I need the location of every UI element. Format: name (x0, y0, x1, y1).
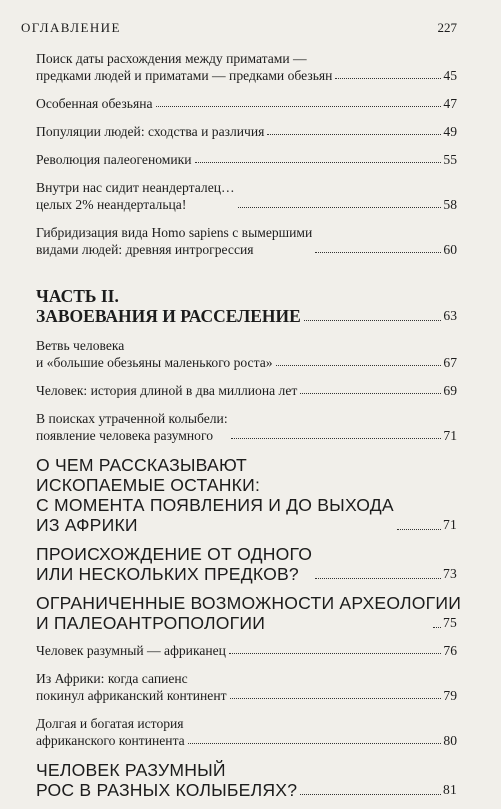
toc-entry-title-line: покинул африканский континент (36, 688, 227, 703)
dot-leader (156, 106, 442, 107)
toc-entry-title (36, 123, 264, 140)
toc-entry[interactable] (36, 151, 457, 168)
page-header (21, 20, 457, 40)
toc-entry-title-line: Человек разумный — африканец (36, 643, 226, 658)
toc-entry-title-line: РОС В РАЗНЫХ КОЛЫБЕЛЯХ? (36, 780, 298, 800)
toc-entry-title-line: и «большие обезьяны маленького роста» (36, 355, 273, 370)
toc-entry-title (36, 760, 297, 800)
toc-entry-title-line: африканского континента (36, 733, 185, 748)
toc-part-title-line: ЧАСТЬ II. (36, 286, 119, 306)
dot-leader (315, 252, 441, 253)
toc-entry[interactable] (36, 670, 457, 704)
toc-entry-title (36, 715, 185, 749)
toc-page-number: 71 (443, 428, 457, 443)
toc-entry-title-line: ЧЕЛОВЕК РАЗУМНЫЙ (36, 760, 226, 780)
toc-entry-title (36, 455, 394, 535)
toc-entry-title-line: Поиск даты расхождения между приматами — (36, 51, 307, 66)
toc-page-number: 47 (443, 96, 457, 111)
toc-entry-title-line: появление человека разумного (36, 428, 213, 443)
toc-entry-title (36, 179, 235, 213)
toc-entry-title-line: В поисках утраченной колыбели: (36, 411, 228, 426)
toc-entry-title-line: Гибридизация вида Homo sapiens с вымершими (36, 225, 313, 240)
toc-page-number: 60 (443, 242, 457, 257)
toc-entry-title (36, 224, 312, 258)
toc-entry[interactable] (36, 179, 457, 213)
dot-leader (335, 78, 441, 79)
toc-entry[interactable] (36, 455, 457, 535)
toc-entry[interactable] (36, 382, 457, 399)
dot-leader (315, 578, 441, 579)
page-number: 227 (437, 20, 457, 35)
dot-leader (300, 393, 441, 394)
dot-leader (397, 529, 441, 530)
toc-page-number: 79 (443, 688, 457, 703)
toc-entry-title (36, 670, 227, 704)
dot-leader (231, 438, 442, 439)
dot-leader (230, 698, 442, 699)
toc-entry-title-line: ОГРАНИЧЕННЫЕ ВОЗМОЖНОСТИ АРХЕОЛОГИИ (36, 593, 462, 613)
toc-entry[interactable] (36, 715, 457, 749)
toc-page-number: 67 (443, 355, 457, 370)
toc-entry[interactable] (36, 123, 457, 140)
toc-entry-title-line: Популяции людей: сходства и различия (36, 124, 265, 139)
table-of-contents (36, 50, 462, 809)
toc-entry-title-line: Из Африки: когда сапиенс (36, 671, 188, 686)
toc-entry-title (36, 50, 332, 84)
toc-entry[interactable] (36, 760, 457, 800)
toc-entry[interactable] (36, 642, 457, 659)
toc-entry-title-line: ИЗ АФРИКИ (36, 515, 138, 535)
toc-entry[interactable] (36, 95, 457, 112)
toc-entry[interactable] (36, 410, 457, 444)
toc-page-number: 73 (443, 566, 457, 581)
dot-leader (188, 743, 442, 744)
toc-entry-title-line: О ЧЕМ РАССКАЗЫВАЮТ (36, 455, 247, 475)
toc-entry-title-line: ПРОИСХОЖДЕНИЕ ОТ ОДНОГО (36, 544, 313, 564)
dot-leader (229, 653, 441, 654)
dot-leader (304, 320, 442, 321)
toc-page-number: 45 (443, 68, 457, 83)
toc-entry[interactable] (36, 50, 457, 84)
toc-entry-title (36, 95, 153, 112)
toc-page-number: 76 (443, 643, 457, 658)
toc-page-number: 81 (443, 782, 457, 797)
toc-entry-title-line: видами людей: древняя интрогрессия (36, 242, 254, 257)
running-head: ОГЛАВЛЕНИЕ (21, 20, 121, 35)
toc-entry-title-line: Ветвь человека (36, 338, 125, 353)
dot-leader (195, 162, 442, 163)
toc-entry-title-line: Долгая и богатая история (36, 716, 184, 731)
toc-entry-title-line: ИСКОПАЕМЫЕ ОСТАНКИ: (36, 475, 261, 495)
toc-entry-title (36, 382, 297, 399)
toc-entry-title-line: Внутри нас сидит неандерталец… (36, 180, 235, 195)
dot-leader (267, 134, 441, 135)
toc-entry-title (36, 544, 312, 584)
toc-entry-title-line: ИЛИ НЕСКОЛЬКИХ ПРЕДКОВ? (36, 564, 299, 584)
dot-leader (300, 794, 441, 795)
toc-part-title (36, 286, 301, 326)
toc-part-heading[interactable] (36, 286, 457, 326)
dot-leader (433, 627, 441, 628)
toc-entry-title (36, 151, 192, 168)
toc-section-part1 (36, 50, 457, 258)
toc-entry-title-line: Особенная обезьяна (36, 96, 153, 111)
toc-entry-title-line: целых 2% неандертальца! (36, 197, 187, 212)
toc-page-number: 71 (443, 517, 457, 532)
toc-entry[interactable] (36, 337, 457, 371)
toc-page-number: 55 (443, 152, 457, 167)
toc-page-number: 75 (443, 615, 457, 630)
toc-entry-title-line: И ПАЛЕОАНТРОПОЛОГИИ (36, 613, 266, 633)
toc-entry[interactable] (36, 544, 457, 584)
toc-entry-title (36, 642, 226, 659)
toc-page-number: 58 (443, 197, 457, 212)
toc-entry[interactable] (36, 593, 462, 633)
toc-entry[interactable] (36, 224, 457, 258)
toc-entry-title-line: предками людей и приматами — предками обезьян (36, 68, 333, 83)
toc-part-title-line: ЗАВОЕВАНИЯ И РАССЕЛЕНИЕ (36, 306, 301, 326)
toc-page-number: 69 (443, 383, 457, 398)
toc-page-number: 49 (443, 124, 457, 139)
dot-leader (276, 365, 442, 366)
toc-entry-title-line: Человек: история длиной в два миллиона лет (36, 383, 298, 398)
toc-page-number: 63 (443, 308, 457, 323)
dot-leader (238, 207, 442, 208)
toc-entry-title (36, 410, 228, 444)
toc-entry-title-line: С МОМЕНТА ПОЯВЛЕНИЯ И ДО ВЫХОДА (36, 495, 394, 515)
toc-section-part2 (36, 337, 462, 800)
toc-entry-title (36, 337, 273, 371)
toc-entry-title-line: Революция палеогеномики (36, 152, 192, 167)
toc-page-number: 80 (443, 733, 457, 748)
